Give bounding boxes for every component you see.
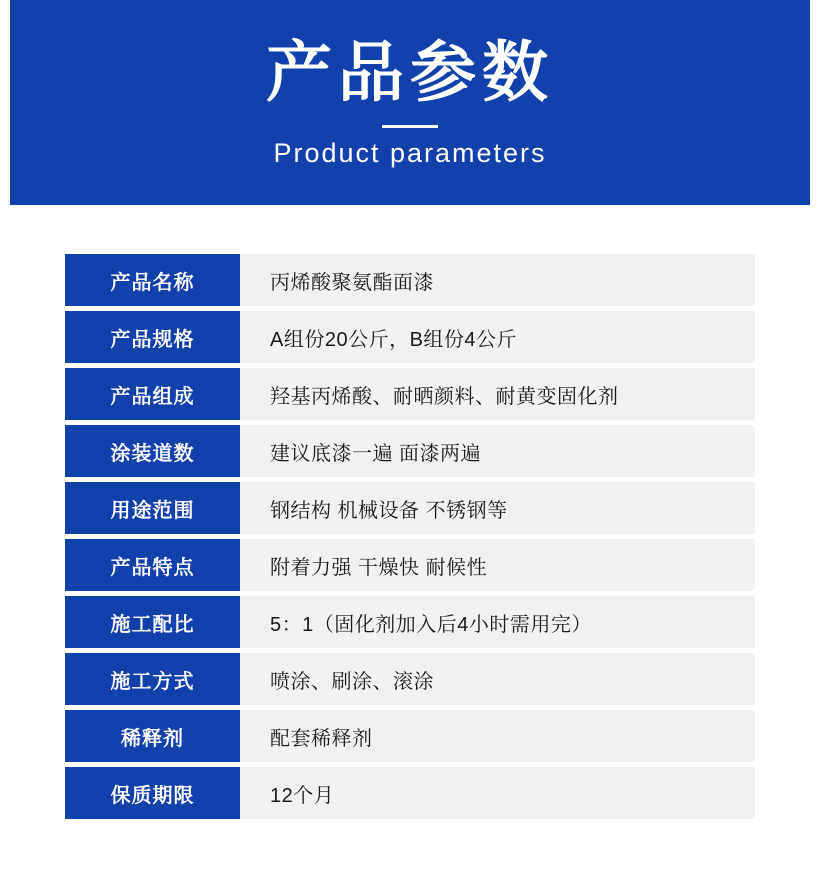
row-label: 稀释剂 <box>65 710 240 762</box>
row-label: 产品规格 <box>65 311 240 363</box>
title-divider <box>382 125 438 128</box>
row-value: 喷涂、刷涂、滚涂 <box>240 653 755 705</box>
row-value: 配套稀释剂 <box>240 710 755 762</box>
banner-left-margin <box>0 0 10 205</box>
table-row <box>65 254 755 306</box>
row-label: 产品组成 <box>65 368 240 420</box>
row-label: 保质期限 <box>65 767 240 819</box>
row-value: 12个月 <box>240 767 755 819</box>
row-value: A组份20公斤，B组份4公斤 <box>240 311 755 363</box>
row-value: 羟基丙烯酸、耐晒颜料、耐黄变固化剂 <box>240 368 755 420</box>
parameters-table <box>65 254 755 819</box>
row-label: 涂装道数 <box>65 425 240 477</box>
table-row <box>65 710 755 762</box>
row-label: 施工配比 <box>65 596 240 648</box>
table-row <box>65 311 755 363</box>
table-row <box>65 425 755 477</box>
parameters-card <box>40 226 780 854</box>
page-subtitle: Product parameters <box>273 137 547 168</box>
row-label: 用途范围 <box>65 482 240 534</box>
table-row <box>65 368 755 420</box>
page-title: 产品参数 <box>266 35 554 110</box>
row-label: 施工方式 <box>65 653 240 705</box>
row-value: 丙烯酸聚氨酯面漆 <box>240 254 755 306</box>
row-value: 附着力强 干燥快 耐候性 <box>240 539 755 591</box>
page-header-banner <box>10 0 810 205</box>
table-row <box>65 767 755 819</box>
table-row <box>65 539 755 591</box>
page-bottom-margin <box>0 854 820 886</box>
table-row <box>65 482 755 534</box>
table-row <box>65 596 755 648</box>
banner-right-margin <box>810 0 820 205</box>
row-value: 建议底漆一遍 面漆两遍 <box>240 425 755 477</box>
row-value: 钢结构 机械设备 不锈钢等 <box>240 482 755 534</box>
row-label: 产品特点 <box>65 539 240 591</box>
row-value: 5：1（固化剂加入后4小时需用完） <box>240 596 755 648</box>
table-row <box>65 653 755 705</box>
row-label: 产品名称 <box>65 254 240 306</box>
